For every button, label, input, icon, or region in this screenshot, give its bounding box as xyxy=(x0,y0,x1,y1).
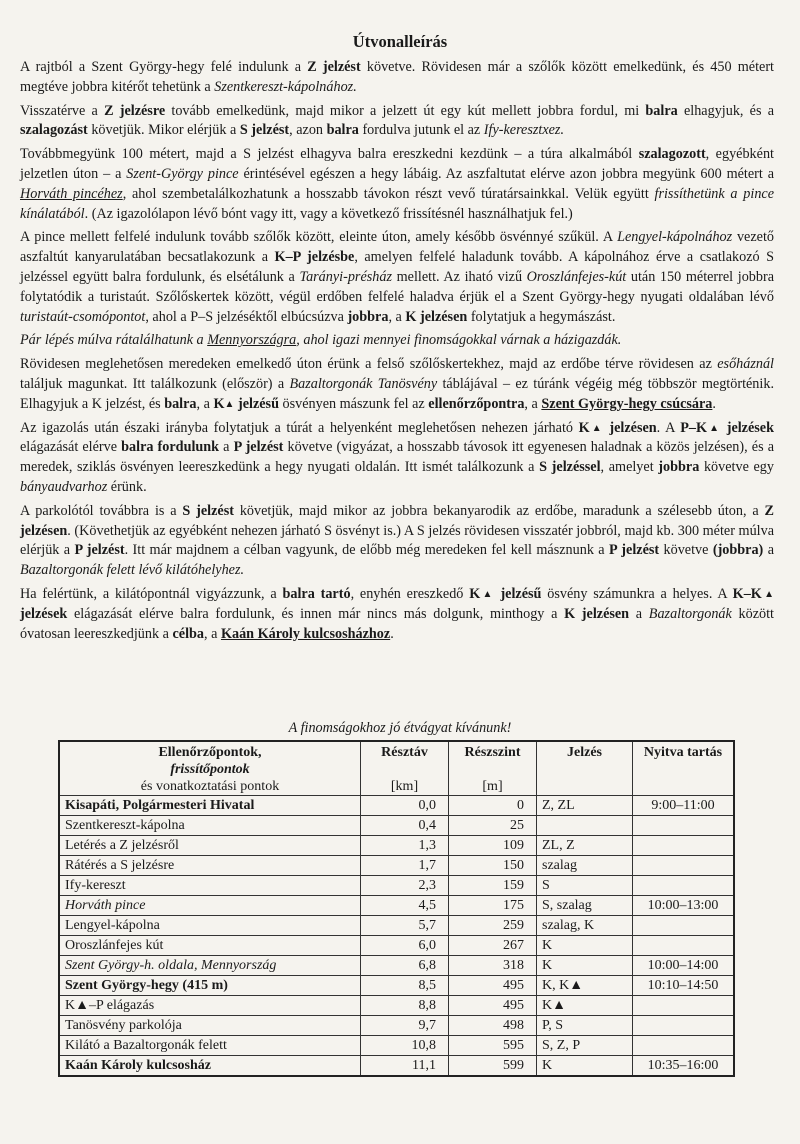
checkpoint-name: Lengyel-kápolna xyxy=(59,916,361,936)
distance-km: 5,7 xyxy=(361,916,449,936)
table-row xyxy=(59,1016,734,1036)
table-row xyxy=(59,896,734,916)
marking: szalag, K xyxy=(537,916,633,936)
marking: P, S xyxy=(537,1016,633,1036)
checkpoint-name: K▲–P elágazás xyxy=(59,996,361,1016)
paragraph: A rajtból a Szent György-hegy felé indulunk a Z jelzést követve. Rövidesen már a szőlők között emelkedünk, és 450 métert megtéve jobbra kitérőt tehetünk a Szentkereszt-kápolnához. xyxy=(20,59,774,95)
table-row xyxy=(59,796,734,816)
elevation-m: 159 xyxy=(449,876,537,896)
header-distance-unit: [km] xyxy=(390,779,419,794)
elevation-m: 267 xyxy=(449,936,537,956)
route-description xyxy=(20,58,774,648)
elevation-m: 495 xyxy=(449,996,537,1016)
paragraph: Továbbmegyünk 100 métert, majd a S jelzést elhagyva balra ereszkedni kezdünk – a túra alkalmából szalagozott, egyébként jelzetlen úton – a Szent-György pince érintésével egészen a hegy lábáig. Az aszfaltutat elérve azon jobbra megyünk 600 métert a Horváth pincéhez, ahol szembetalálkozhatunk a hosszabb távokon részt vevő túratársainkkal. Velük együtt frissíthetünk a pince kínálatából. (Az igazolólapon lévő bónt vagy itt, vagy a következő frissítésnél használhatjuk fel.) xyxy=(20,146,775,222)
checkpoint-name: Tanösvény parkolója xyxy=(59,1016,361,1036)
distance-km: 2,3 xyxy=(361,876,449,896)
paragraph: Pár lépés múlva rátalálhatunk a Mennyországra, ahol igazi mennyei finomságokkal várnak a házigazdák. xyxy=(20,332,622,349)
document-title: Útvonalleírás xyxy=(352,32,448,51)
header-opening-hours: Nyitva tartás xyxy=(633,741,735,796)
opening-hours xyxy=(633,916,735,936)
table-row xyxy=(59,876,734,896)
table-row xyxy=(59,1056,734,1077)
header-checkpoints-line3: és vonatkoztatási pontok xyxy=(140,779,280,794)
distance-km: 8,5 xyxy=(361,976,449,996)
elevation-m: 150 xyxy=(449,856,537,876)
checkpoint-name: Letérés a Z jelzésről xyxy=(59,836,361,856)
checkpoint-name: Oroszlánfejes kút xyxy=(59,936,361,956)
table-row xyxy=(59,1036,734,1056)
distance-km: 8,8 xyxy=(361,996,449,1016)
opening-hours xyxy=(633,1036,735,1056)
table-row xyxy=(59,916,734,936)
elevation-m: 599 xyxy=(449,1056,537,1077)
distance-km: 6,8 xyxy=(361,956,449,976)
table-row xyxy=(59,976,734,996)
distance-km: 1,3 xyxy=(361,836,449,856)
opening-hours: 10:10–14:50 xyxy=(633,976,735,996)
marking: K xyxy=(537,936,633,956)
elevation-m: 109 xyxy=(449,836,537,856)
elevation-m: 259 xyxy=(449,916,537,936)
marking xyxy=(537,816,633,836)
table-caption: A finomságokhoz jó étvágyat kívánunk! xyxy=(288,720,512,736)
elevation-m: 595 xyxy=(449,1036,537,1056)
marking: S xyxy=(537,876,633,896)
opening-hours xyxy=(633,856,735,876)
checkpoint-name: Rátérés a S jelzésre xyxy=(59,856,361,876)
checkpoint-name: Kaán Károly kulcsosház xyxy=(59,1056,361,1077)
marking: S, szalag xyxy=(537,896,633,916)
distance-km: 0,4 xyxy=(361,816,449,836)
elevation-m: 175 xyxy=(449,896,537,916)
marking: S, Z, P xyxy=(537,1036,633,1056)
header-checkpoints-line2: frissítőpontok xyxy=(170,762,250,777)
checkpoint-name: Kilátó a Bazaltorgonák felett xyxy=(59,1036,361,1056)
header-checkpoints-line1: Ellenőrzőpontok, xyxy=(158,745,262,760)
table-row xyxy=(59,816,734,836)
elevation-m: 495 xyxy=(449,976,537,996)
marking: K xyxy=(537,956,633,976)
checkpoint-name: Ify-kereszt xyxy=(59,876,361,896)
opening-hours: 9:00–11:00 xyxy=(633,796,735,816)
header-checkpoints xyxy=(59,741,361,796)
marking: K, K▲ xyxy=(537,976,633,996)
table-row xyxy=(59,956,734,976)
opening-hours: 10:00–13:00 xyxy=(633,896,735,916)
table-body xyxy=(59,796,734,1077)
paragraph: Az igazolás után északi irányba folytatjuk a túrát a helyenként meglehetősen nehezen járható K▲ jelzésen. A P–K▲ jelzések elágazását elérve balra fordulunk a P jelzést követve (vigyázat, a hosszabb távosok itt egyenesen haladnak a közös jelzésen), és a meredek, sziklás ösvényen leereszkedünk a hegy nyugati oldalán. Itt ismét találkozunk a S jelzéssel, amelyet jobbra követve egy bányaudvarhoz érünk. xyxy=(20,419,774,495)
opening-hours xyxy=(633,996,735,1016)
header-elevation-unit: [m] xyxy=(482,779,503,794)
elevation-m: 0 xyxy=(449,796,537,816)
opening-hours xyxy=(633,876,735,896)
distance-km: 4,5 xyxy=(361,896,449,916)
header-distance xyxy=(361,741,449,796)
paragraph: A pince mellett felfelé indulunk tovább szőlők között, eleinte úton, amely később ösvénnyé szűkül. A Lengyel-kápolnához vezető aszfaltút kanyarulatában becsatlakozunk a K–P jelzésbe, amelyen felfelé haladunk tovább. A kápolnához érve a csatlakozó S jelzéssel együtt balra fordulunk, és elsétálunk a Tarányi-présház mellett. Az iható vizű Oroszlánfejes-kút után 150 méterrel jobbra folytatódik a turistaút. Szőlőskertek között, végül erdőben felfelé haladva érjük el a Szent György-hegy nyugati oldalában lévő turistaút-csomópontot, ahol a P–S jelzéséktől elbúcsúzva jobbra, a K jelzésen folytatjuk a hegymászást. xyxy=(20,229,775,325)
opening-hours xyxy=(633,1016,735,1036)
distance-km: 11,1 xyxy=(361,1056,449,1077)
opening-hours: 10:00–14:00 xyxy=(633,956,735,976)
checkpoint-name: Szentkereszt-kápolna xyxy=(59,816,361,836)
marking: ZL, Z xyxy=(537,836,633,856)
paragraph: A parkolótól továbbra is a S jelzést követjük, majd mikor az jobbra bekanyarodik az erdőbe, maradunk a szélesebb úton, a Z jelzésen. (Követhetjük az egyébként nehezen járható S ösvényt is.) A S jelzés rövidesen visszatér jobbról, majd kb. 300 méter múlva elérjük a P jelzést. Itt már majdnem a célban vagyunk, de előbb még meredeken fel kell másznunk a P jelzést követve (jobbra) a Bazaltorgonák felett lévő kilátóhelyhez. xyxy=(20,502,774,579)
opening-hours: 10:35–16:00 xyxy=(633,1056,735,1077)
paragraph: Rövidesen meglehetősen meredeken emelkedő úton érünk a felső szőlőskertekhez, majd az erdőbe térve rövidesen az esőháznál találjuk magunkat. Itt találkozunk (először) a Bazaltorgonák Tanösvény táblájával – ez túránk végéig még többször megtörténik. Elhagyjuk a K jelzést, és balra, a K▲ jelzésű ösvényen mászunk fel az ellenőrzőpontra, a Szent György-hegy csúcsára. xyxy=(20,356,774,412)
table-row xyxy=(59,936,734,956)
paragraph: Visszatérve a Z jelzésre tovább emelkedünk, majd mikor a jelzett út egy kút mellett jobbra fordul, mi balra elhagyjuk, és a szalagozást követjük. Mikor elérjük a S jelzést, azon balra fordulva jutunk el az Ify-keresztхez. xyxy=(20,102,775,139)
table-row xyxy=(59,836,734,856)
elevation-m: 498 xyxy=(449,1016,537,1036)
checkpoint-name: Kisapáti, Polgármesteri Hivatal xyxy=(59,796,361,816)
checkpoint-name: Szent György-hegy (415 m) xyxy=(59,976,361,996)
header-elevation-label: Részszint xyxy=(464,745,521,760)
header-elevation xyxy=(449,741,537,796)
distance-km: 9,7 xyxy=(361,1016,449,1036)
marking: Z, ZL xyxy=(537,796,633,816)
elevation-m: 25 xyxy=(449,816,537,836)
checkpoint-name: Horváth pince xyxy=(59,896,361,916)
table-row xyxy=(59,856,734,876)
marking: K xyxy=(537,1056,633,1077)
paragraph: Ha felértünk, a kilátópontnál vigyázzunk, a balra tartó, enyhén ereszkedő K▲ jelzésű ösvény számunkra a helyes. A K–K▲ jelzések elágazását elérve balra fordulunk, és innen már nincs más dolgunk, minthogy a K jelzésen a Bazaltorgonák között óvatosan leereszkedjünk a célba, a Kaán Károly kulcsosházhoz. xyxy=(20,585,774,642)
marking: K▲ xyxy=(537,996,633,1016)
opening-hours xyxy=(633,936,735,956)
checkpoint-name: Szent György-h. oldala, Mennyország xyxy=(59,956,361,976)
elevation-m: 318 xyxy=(449,956,537,976)
opening-hours xyxy=(633,836,735,856)
distance-km: 0,0 xyxy=(361,796,449,816)
table-row xyxy=(59,996,734,1016)
distance-km: 6,0 xyxy=(361,936,449,956)
header-marking: Jelzés xyxy=(537,741,633,796)
marking: szalag xyxy=(537,856,633,876)
distance-km: 1,7 xyxy=(361,856,449,876)
checkpoint-table xyxy=(58,740,735,1077)
distance-km: 10,8 xyxy=(361,1036,449,1056)
table-header-row xyxy=(59,741,734,796)
opening-hours xyxy=(633,816,735,836)
header-distance-label: Résztáv xyxy=(381,745,428,760)
